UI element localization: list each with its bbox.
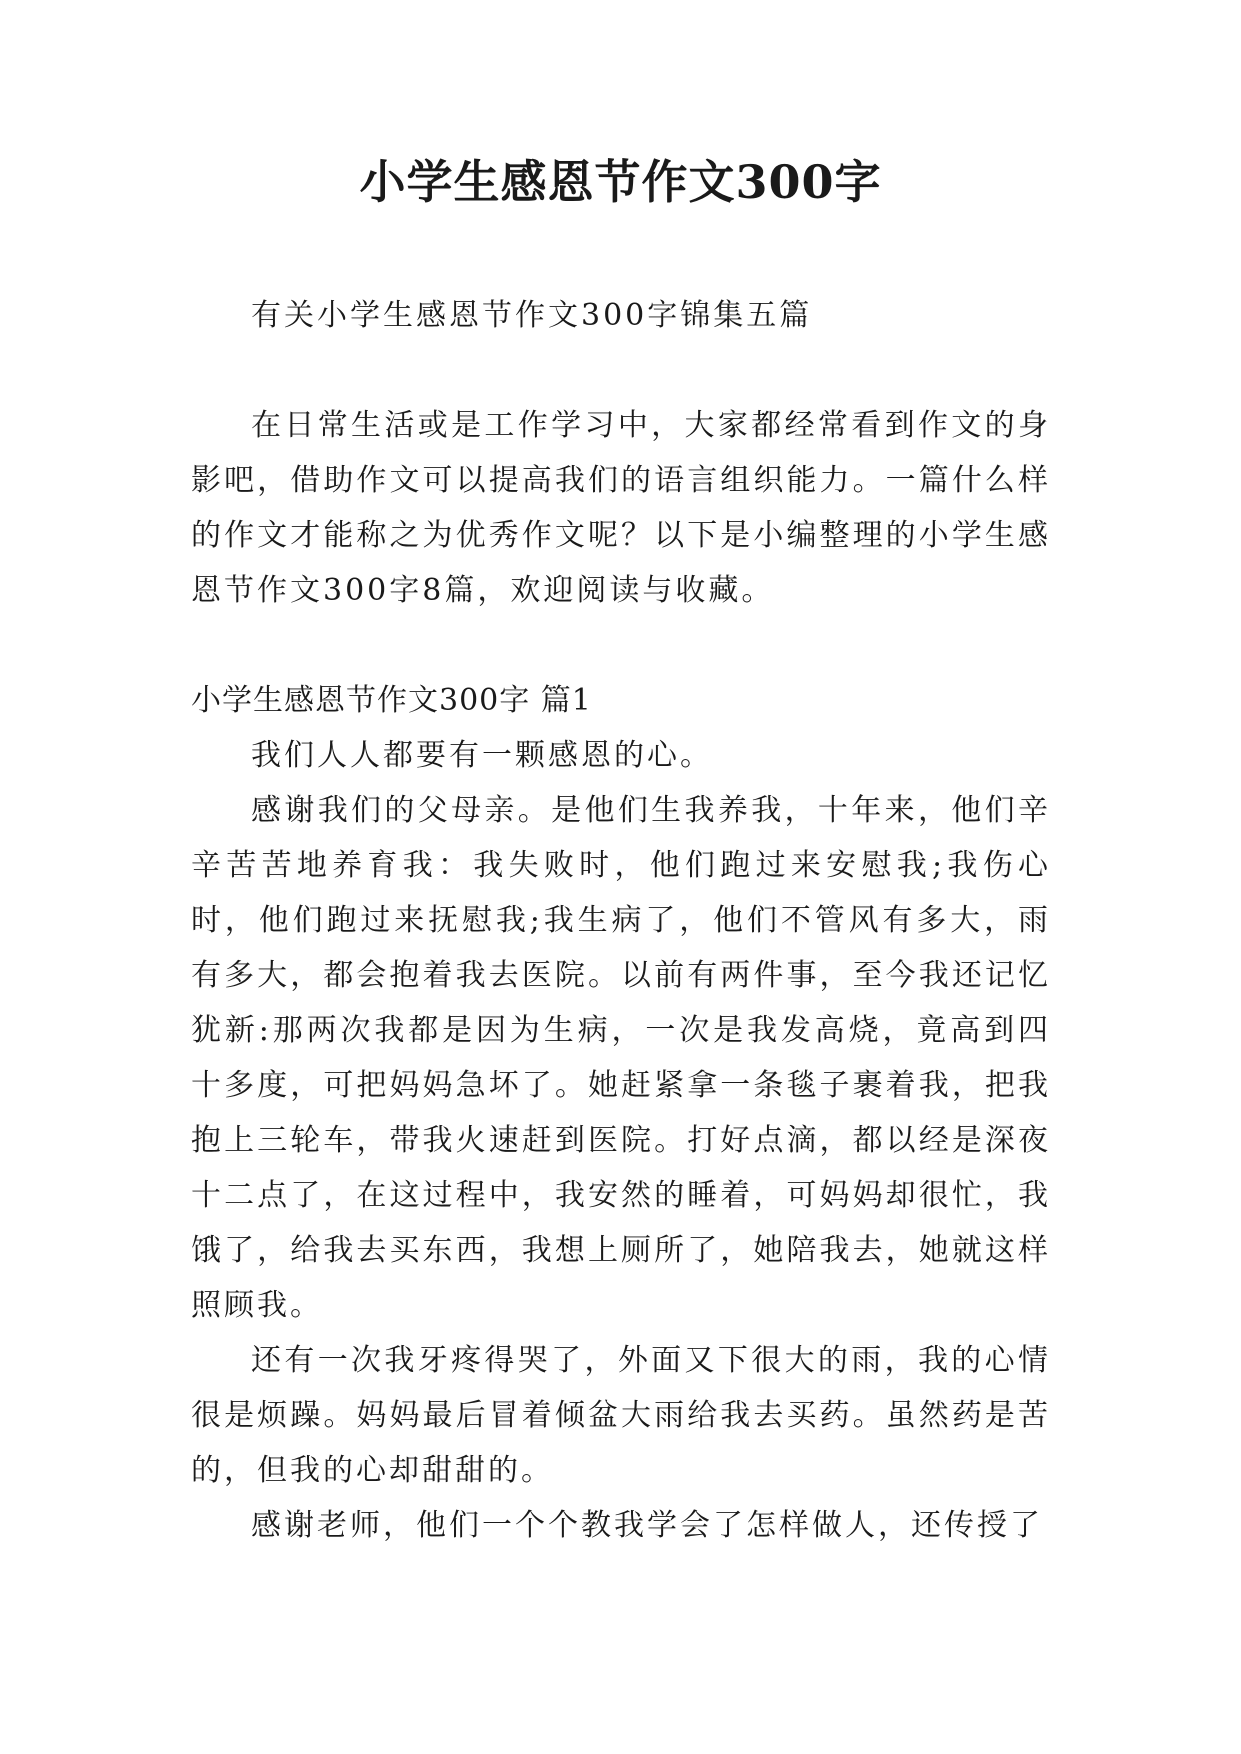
- body-paragraph: 感谢我们的父母亲。是他们生我养我，十年来，他们辛辛苦苦地养育我：我失败时，他们跑过来安慰我;我伤心时，他们跑过来抚慰我;我生病了，他们不管风有多大，雨有多大，都会抱着我去医院。以前有两件事，至今我还记忆犹新:那两次我都是因为生病，一次是我发高烧，竟高到四十多度，可把妈妈急坏了。她赶紧拿一条毯子裹着我，把我抱上三轮车，带我火速赶到医院。打好点滴，都以经是深夜十二点了，在这过程中，我安然的睡着，可妈妈却很忙，我饿了，给我去买东西，我想上厕所了，她陪我去，她就这样照顾我。: [191, 793, 1051, 1323]
- body-paragraph: 还有一次我牙疼得哭了，外面又下很大的雨，我的心情很是烦躁。妈妈最后冒着倾盆大雨给我去买药。虽然药是苦的，但我的心却甜甜的。: [191, 1343, 1051, 1488]
- body-paragraph: 我们人人都要有一颗感恩的心。: [251, 738, 713, 773]
- document-subtitle: 有关小学生感恩节作文300字锦集五篇: [251, 298, 813, 333]
- document-body: [191, 288, 1051, 1553]
- page-title: 小学生感恩节作文300字: [359, 155, 882, 209]
- body-paragraph: 感谢老师，他们一个个教我学会了怎样做人，还传授了: [251, 1508, 1043, 1543]
- intro-paragraph: 在日常生活或是工作学习中，大家都经常看到作文的身影吧，借助作文可以提高我们的语言组织能力。一篇什么样的作文才能称之为优秀作文呢？以下是小编整理的小学生感恩节作文300字8篇，欢迎阅读与收藏。: [191, 408, 1051, 608]
- section-heading: 小学生感恩节作文300字 篇1: [191, 683, 592, 718]
